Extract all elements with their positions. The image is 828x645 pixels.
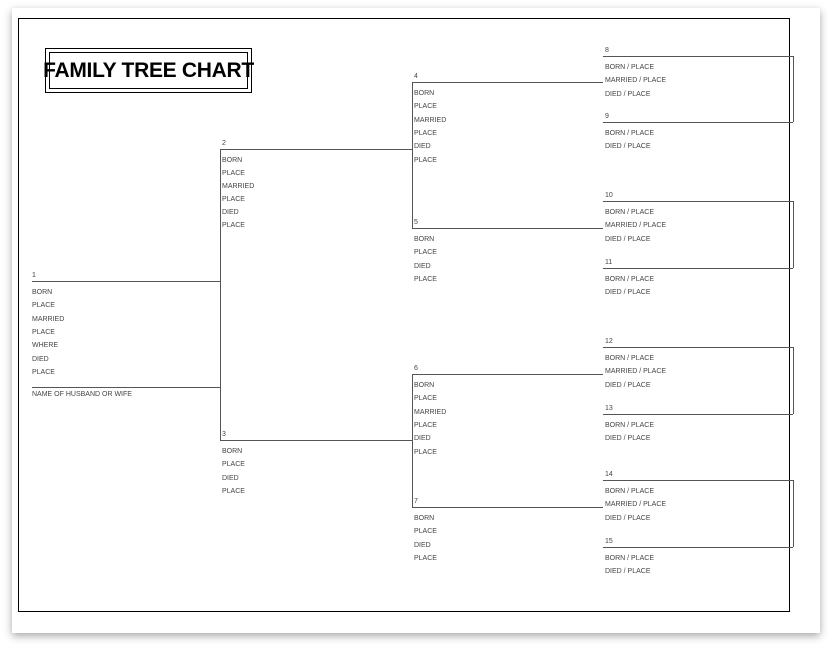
person-2-field[interactable]: BORN: [222, 157, 243, 164]
connector-2-to-4-5: [412, 82, 413, 228]
connector-6-to-12-13: [793, 347, 794, 414]
person-8-name-line: [603, 56, 793, 57]
person-14-field[interactable]: MARRIED / PLACE: [605, 501, 667, 509]
person-1-number: 1: [32, 272, 36, 279]
title-inner-border: [43, 52, 254, 89]
person-5-field[interactable]: DIED: [414, 262, 431, 270]
person-11-name-line: [603, 268, 793, 269]
person-9-name-line: [603, 122, 793, 123]
person-3-field[interactable]: PLACE: [222, 487, 245, 495]
person-4-number: 4: [414, 73, 418, 80]
person-1-field[interactable]: DIED: [32, 355, 49, 363]
person-8-number: 8: [605, 47, 609, 54]
person-13-name-line: [603, 414, 793, 415]
person-9-number: 9: [605, 113, 609, 120]
chart-frame: [18, 18, 790, 612]
person-3-field[interactable]: BORN: [222, 448, 243, 455]
person-4-field[interactable]: BORN: [414, 90, 435, 97]
person-12-field[interactable]: MARRIED / PLACE: [605, 368, 667, 376]
person-1-field[interactable]: PLACE: [32, 368, 55, 376]
person-8-field[interactable]: DIED / PLACE: [605, 90, 651, 98]
person-13-number: 13: [605, 405, 613, 412]
connector-5-to-10-11: [793, 201, 794, 268]
person-4-field[interactable]: MARRIED: [414, 116, 447, 124]
person-3-number: 3: [222, 431, 226, 438]
person-1-field[interactable]: MARRIED: [32, 315, 65, 323]
person-12-field[interactable]: BORN / PLACE: [605, 355, 655, 362]
person-10-field[interactable]: DIED / PLACE: [605, 235, 651, 243]
person-1-name-line: [32, 281, 220, 282]
person-4-field[interactable]: DIED: [414, 143, 431, 151]
person-3-field[interactable]: DIED: [222, 474, 239, 482]
person-11-field[interactable]: DIED / PLACE: [605, 289, 651, 297]
person-13-field[interactable]: BORN / PLACE: [605, 422, 655, 429]
person-10-number: 10: [605, 192, 613, 199]
person-5-name-line: [412, 228, 603, 229]
person-14-field[interactable]: BORN / PLACE: [605, 488, 655, 495]
person-6-field[interactable]: BORN: [414, 382, 435, 389]
spouse-name-label[interactable]: NAME OF HUSBAND OR WIFE: [32, 391, 132, 398]
person-1-field[interactable]: WHERE: [32, 342, 59, 350]
person-1-field[interactable]: PLACE: [32, 302, 55, 310]
person-4-field[interactable]: PLACE: [414, 156, 437, 164]
person-10-field[interactable]: BORN / PLACE: [605, 209, 655, 216]
person-7-field[interactable]: BORN: [414, 515, 435, 522]
person-4-field[interactable]: PLACE: [414, 103, 437, 111]
page-title: FAMILY TREE CHART: [43, 58, 254, 82]
person-4-field[interactable]: PLACE: [414, 129, 437, 137]
person-2-field[interactable]: PLACE: [222, 170, 245, 177]
person-2-field[interactable]: DIED: [222, 209, 239, 216]
person-8-field[interactable]: MARRIED / PLACE: [605, 77, 667, 85]
person-9-field[interactable]: BORN / PLACE: [605, 130, 655, 137]
person-11-number: 11: [605, 259, 613, 266]
person-1-field[interactable]: BORN: [32, 289, 53, 296]
person-2-number: 2: [222, 140, 226, 147]
person-3-field[interactable]: PLACE: [222, 461, 245, 469]
person-13-field[interactable]: DIED / PLACE: [605, 435, 651, 443]
person-5-field[interactable]: PLACE: [414, 249, 437, 257]
person-6-name-line: [412, 374, 603, 375]
person-14-field[interactable]: DIED / PLACE: [605, 514, 651, 522]
person-3-name-line: [220, 440, 412, 441]
person-8-field[interactable]: BORN / PLACE: [605, 64, 655, 71]
person-5-field[interactable]: PLACE: [414, 275, 437, 283]
person-6-field[interactable]: DIED: [414, 435, 431, 443]
person-12-field[interactable]: DIED / PLACE: [605, 381, 651, 389]
connector-4-to-8-9: [793, 56, 794, 122]
person-12-number: 12: [605, 338, 613, 345]
person-6-field[interactable]: PLACE: [414, 421, 437, 429]
person-15-field[interactable]: BORN / PLACE: [605, 555, 655, 562]
person-7-field[interactable]: PLACE: [414, 554, 437, 562]
person-2-field[interactable]: PLACE: [222, 222, 245, 229]
person-12-name-line: [603, 347, 793, 348]
person-11-field[interactable]: BORN / PLACE: [605, 276, 655, 283]
person-7-field[interactable]: PLACE: [414, 528, 437, 536]
person-7-name-line: [412, 507, 603, 508]
person-14-number: 14: [605, 471, 613, 478]
person-6-field[interactable]: PLACE: [414, 448, 437, 456]
connector-3-to-6-7: [412, 374, 413, 507]
person-15-field[interactable]: DIED / PLACE: [605, 568, 651, 576]
person-15-number: 15: [605, 538, 613, 545]
person-10-field[interactable]: MARRIED / PLACE: [605, 222, 667, 230]
connector-7-to-14-15: [793, 480, 794, 547]
person-5-number: 5: [414, 219, 418, 226]
title-box: [45, 48, 252, 93]
person-6-number: 6: [414, 365, 418, 372]
person-7-number: 7: [414, 498, 418, 505]
person-9-field[interactable]: DIED / PLACE: [605, 143, 651, 151]
person-4-name-line: [412, 82, 603, 83]
spouse-name-line: [32, 387, 220, 388]
person-1-field[interactable]: PLACE: [32, 328, 55, 336]
person-10-name-line: [603, 201, 793, 202]
person-5-field[interactable]: BORN: [414, 236, 435, 243]
person-7-field[interactable]: DIED: [414, 541, 431, 549]
person-2-field[interactable]: MARRIED: [222, 183, 255, 190]
person-2-name-line: [220, 149, 412, 150]
person-6-field[interactable]: PLACE: [414, 395, 437, 403]
person-14-name-line: [603, 480, 793, 481]
person-15-name-line: [603, 547, 793, 548]
connector-1-to-2-3: [220, 149, 221, 440]
person-2-field[interactable]: PLACE: [222, 196, 245, 203]
person-6-field[interactable]: MARRIED: [414, 408, 447, 416]
